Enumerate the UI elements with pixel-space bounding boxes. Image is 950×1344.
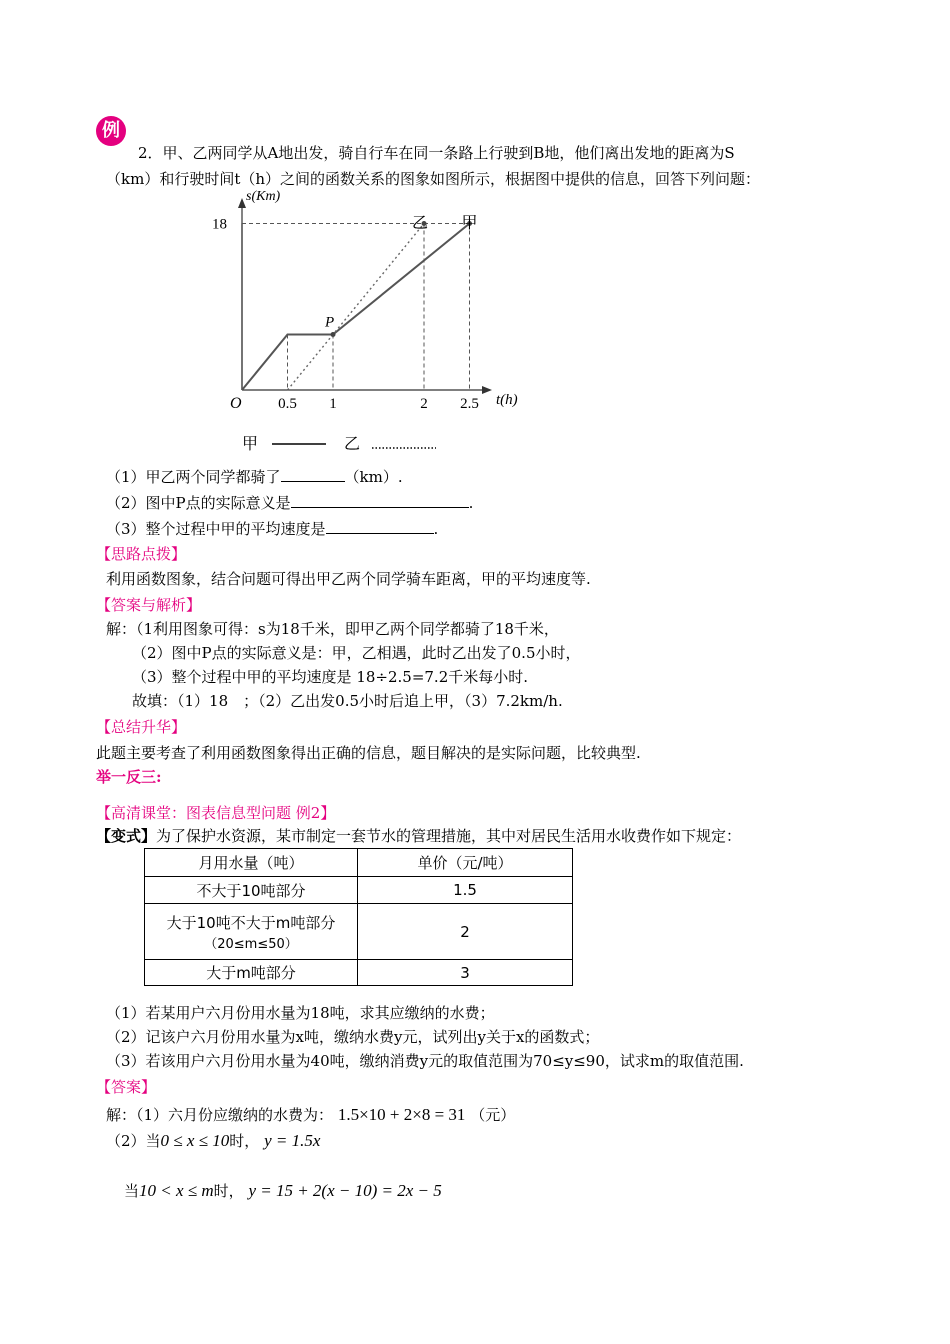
variant-text: 为了保护水资源，某市制定一套节水的管理措施，其中对居民生活用水收费作如下规定：: [156, 827, 742, 845]
variant-question-3: （3）若该用户六月份用水量为40吨，缴纳消费y元的取值范围为70≤y≤90，试求m的取值范围.: [106, 1052, 744, 1070]
variant-label: 【变式】: [96, 827, 157, 845]
table-header-row: [145, 849, 573, 877]
question-3-text: （3）整个过程中甲的平均速度是: [106, 520, 326, 538]
question-2-text: （2）图中P点的实际意义是: [106, 494, 291, 512]
answer-line-3: [124, 1180, 442, 1202]
table-cell-price: 2: [358, 904, 573, 960]
variant-question-1: （1）若某用户六月份用水量为18吨，求其应缴纳的水费；: [106, 1004, 495, 1022]
solution-heading: 【答案与解析】: [96, 596, 202, 614]
answer-line-2-text: （2）当: [106, 1132, 161, 1150]
hint-heading: 【思路点拨】: [96, 545, 187, 563]
solution-line-1: 解：（1利用图象可得：s为18千米，即甲乙两个同学都骑了18千米，: [106, 620, 559, 638]
hint-text: 利用函数图象，结合问题可得出甲乙两个同学骑车距离，甲的平均速度等.: [106, 570, 591, 588]
table-cell-range: 大于m吨部分: [145, 960, 358, 986]
answer-formula-2: y = 1.5x: [264, 1131, 321, 1150]
summary-heading: 【总结升华】: [96, 718, 187, 736]
solution-line-3: （3）整个过程中甲的平均速度是 18÷2.5=7.2千米每小时.: [132, 668, 529, 686]
x-axis-arrow: [482, 386, 492, 394]
question-1-unit: （km）.: [344, 468, 403, 486]
table-row: [145, 960, 573, 986]
variant-question-2: （2）记该户六月份用水量为x吨，缴纳水费y元，试列出y关于x的函数式；: [106, 1028, 600, 1046]
table-header-cell: 单价（元/吨）: [358, 849, 573, 877]
answer-formula-3: y = 15 + 2(x − 10) = 2x − 5: [248, 1181, 442, 1200]
section-title: 举一反三:: [96, 768, 162, 786]
y-axis-label: s(Km): [246, 189, 281, 204]
answer-blank-1: [281, 466, 345, 482]
label-yi: 乙: [412, 213, 429, 232]
table-header-cell: 月用水量（吨）: [145, 849, 358, 877]
series-jia-line: [242, 224, 470, 391]
question-2-end: .: [468, 494, 474, 512]
table-row: [145, 877, 573, 904]
range-text: 大于10吨不大于m吨部分: [166, 913, 336, 932]
table-cell-range: [145, 904, 358, 960]
point-p: [331, 332, 336, 337]
answer-blank-3: [326, 518, 434, 534]
point-p-label: P: [325, 314, 335, 331]
table-cell-price: 3: [358, 960, 573, 986]
answer-blank-2: [291, 492, 469, 508]
variant-line: [96, 825, 741, 847]
x-axis-label: t(h): [496, 392, 518, 408]
summary-text: 此题主要考查了利用函数图象得出正确的信息，题目解决的是实际问题，比较典型.: [96, 744, 641, 762]
legend-jia-label: 甲: [242, 434, 259, 453]
y-tick-label: 18: [212, 216, 227, 233]
answer-line-3-mid: 时，: [213, 1182, 244, 1200]
table-cell-range: 不大于10吨部分: [145, 877, 358, 904]
solution-line-4: 故填：（1）18 ；（2）乙出发0.5小时后追上甲，（3）7.2km/h.: [132, 692, 563, 710]
answer-line-1: [106, 1104, 515, 1126]
series-yi-line: [288, 224, 425, 391]
answer-line-2-mid: 时，: [229, 1132, 260, 1150]
answer-condition-1: 0 ≤ x ≤ 10: [160, 1131, 230, 1150]
answer-heading: 【答案】: [96, 1078, 157, 1096]
table-row: [145, 904, 573, 960]
legend-yi-label: 乙: [344, 434, 361, 453]
origin-label: O: [230, 395, 242, 412]
answer-line-1-unit: （元）: [470, 1106, 516, 1124]
question-3-end: .: [433, 520, 439, 538]
example-line-1: 2．甲、乙两同学从A地出发，骑自行车在同一条路上行驶到B地，他们离出发地的距离为S: [138, 144, 735, 162]
y-axis-arrow: [238, 198, 246, 208]
answer-formula-1: 1.5×10 + 2×8 = 31: [337, 1105, 466, 1124]
question-1-text: （1）甲乙两个同学都骑了: [106, 468, 281, 486]
range-note: （20≤m≤50）: [204, 936, 298, 952]
x-tick-label: 2: [420, 396, 428, 412]
question-3: [106, 518, 438, 540]
x-tick-label: 1: [329, 396, 337, 412]
x-tick-label: 2.5: [460, 396, 479, 412]
question-2: [106, 492, 473, 514]
water-fee-table: [144, 848, 573, 986]
label-jia: 甲: [461, 213, 478, 232]
answer-condition-2: 10 < x ≤ m: [139, 1181, 214, 1200]
course-reference: 【高清课堂：图表信息型问题 例2】: [96, 804, 336, 822]
distance-time-chart: [200, 180, 540, 460]
solution-line-2: （2）图中P点的实际意义是：甲，乙相遇，此时乙出发了0.5小时，: [132, 644, 581, 662]
answer-line-2: [106, 1130, 320, 1152]
x-tick-label: 0.5: [278, 396, 297, 412]
question-1: [106, 466, 403, 488]
example-badge: 例: [96, 116, 126, 146]
example-line-2: （km）和行驶时间t（h）之间的函数关系的图象如图所示，根据图中提供的信息，回答下列问题：: [106, 170, 761, 188]
table-cell-price: 1.5: [358, 877, 573, 904]
answer-line-3-text: 当: [124, 1182, 140, 1200]
answer-line-1-text: 解：（1）六月份应缴纳的水费为：: [106, 1106, 334, 1124]
